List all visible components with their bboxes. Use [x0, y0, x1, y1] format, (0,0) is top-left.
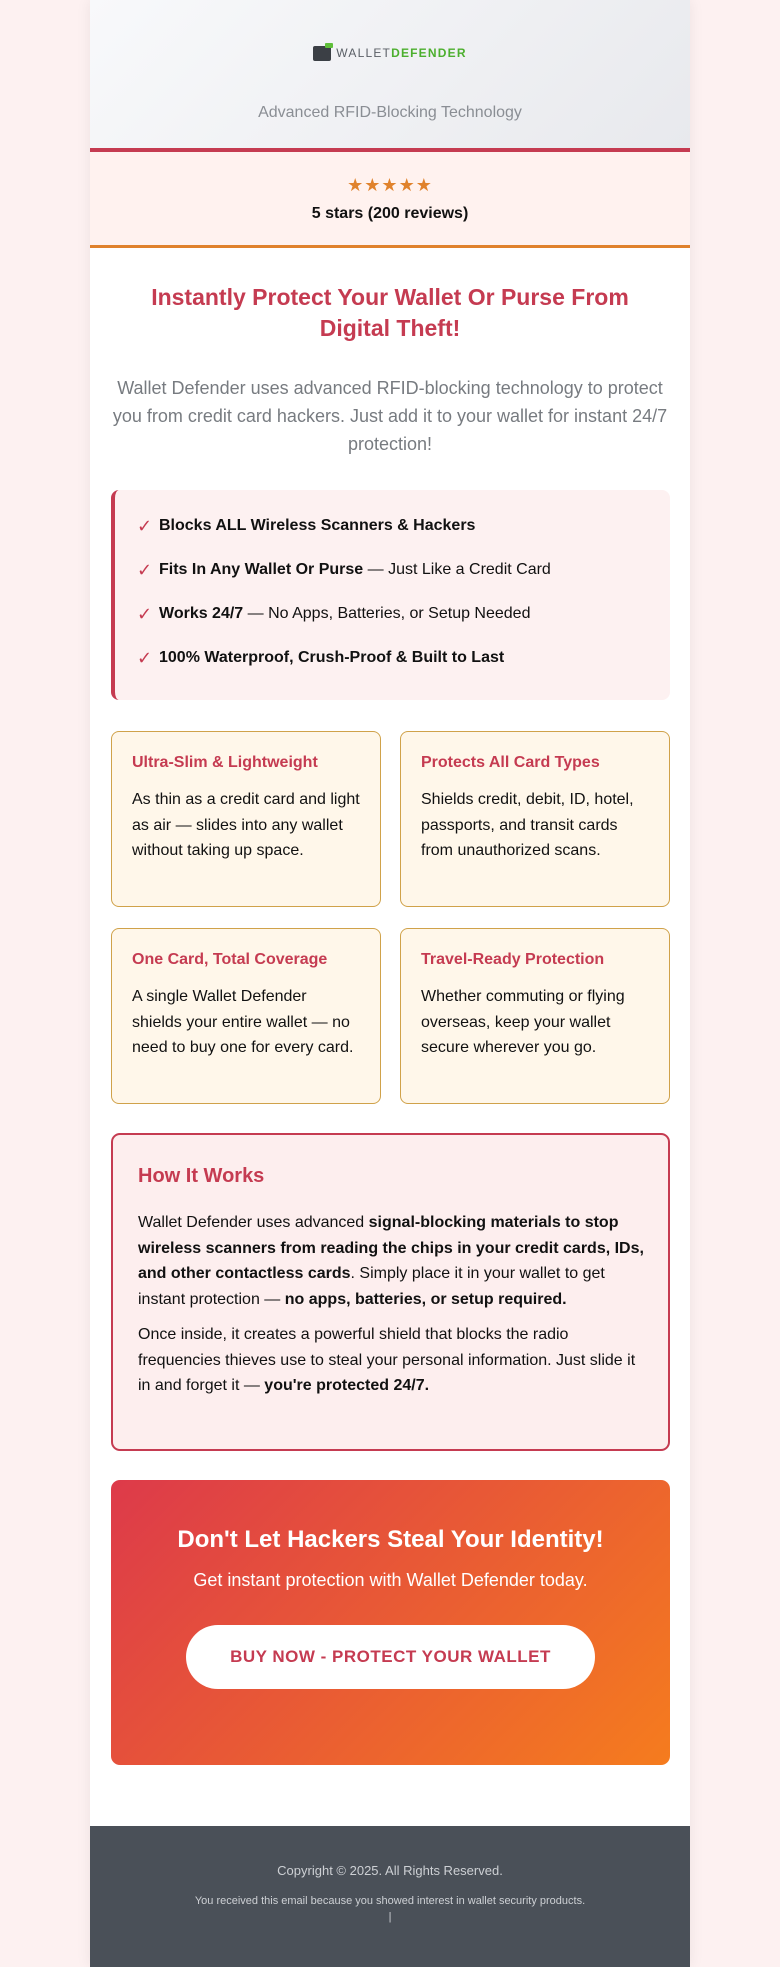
wallet-icon — [313, 46, 331, 61]
feature-title: Travel-Ready Protection — [421, 951, 605, 968]
cta-subtitle: Get instant protection with Wallet Defender today. — [193, 1570, 588, 1590]
checkmark-icon: ✓ — [137, 647, 153, 668]
text-bold: you're protected 24/7. — [264, 1377, 430, 1394]
headline: Instantly Protect Your Wallet Or Purse From Digital Theft! — [151, 284, 629, 341]
cta-section — [111, 1480, 670, 1765]
tagline: Advanced RFID-Blocking Technology — [258, 103, 522, 121]
feature-card-coverage — [111, 928, 381, 1104]
footer-divider: | — [388, 1911, 392, 1923]
benefit-bold: Works 24/7 — [159, 605, 244, 622]
benefit-item — [137, 516, 670, 536]
footer — [90, 1826, 690, 1967]
benefit-rest: — Just Like a Credit Card — [363, 561, 551, 578]
header — [90, 0, 690, 152]
feature-title: Ultra-Slim & Lightweight — [132, 754, 318, 771]
checkmark-icon: ✓ — [137, 515, 153, 536]
how-it-works-title: How It Works — [138, 1165, 265, 1187]
feature-title: Protects All Card Types — [421, 754, 600, 771]
how-it-works-section — [111, 1133, 670, 1451]
text-span: Wallet Defender uses advanced — [138, 1214, 369, 1231]
benefit-rest: — No Apps, Batteries, or Setup Needed — [243, 605, 531, 622]
benefit-bold: Fits In Any Wallet Or Purse — [159, 561, 364, 578]
feature-card-card-types — [400, 731, 670, 907]
checkmark-icon: ✓ — [137, 603, 153, 624]
email-container — [90, 0, 690, 1967]
feature-text: Whether commuting or flying overseas, keep your wallet secure wherever you go. — [421, 988, 625, 1056]
benefits-list — [111, 490, 670, 700]
benefit-bold: 100% Waterproof, Crush-Proof & Built to Last — [159, 649, 505, 666]
copyright-text: Copyright © 2025. All Rights Reserved. — [277, 1863, 503, 1878]
how-it-works-paragraph-1 — [138, 1210, 644, 1312]
feature-text: As thin as a credit card and light as air — slides into any wallet without taking up space. — [132, 791, 360, 859]
feature-text: A single Wallet Defender shields your entire wallet — no need to buy one for every card. — [132, 988, 354, 1056]
text-span: . Simply place it in your wallet to get instant protection — — [138, 1265, 605, 1308]
benefit-item — [137, 648, 670, 668]
feature-card-travel — [400, 928, 670, 1104]
intro-text: Wallet Defender uses advanced RFID-blocking technology to protect you from credit card hackers. Just add it to your wallet for instant 24/7 protection! — [112, 378, 668, 454]
rating-text: 5 stars (200 reviews) — [311, 205, 469, 222]
star-rating-icon: ★★★★★ — [347, 175, 433, 195]
text-span: Once inside, it creates a powerful shield that blocks the radio frequencies thieves use to steal your personal information. Just slide it in and forget it — — [138, 1326, 636, 1394]
benefit-item — [137, 604, 670, 624]
rating-section — [90, 152, 690, 248]
logo-text-wallet: WALLET — [336, 46, 392, 60]
text-bold: no apps, batteries, or setup required. — [284, 1290, 567, 1308]
how-it-works-paragraph-2 — [138, 1322, 644, 1399]
logo-text-defender: DEFENDER — [391, 46, 467, 60]
buy-now-button[interactable]: BUY NOW - PROTECT YOUR WALLET — [186, 1625, 595, 1689]
text-bold: signal-blocking materials to stop wireless scanners from reading the chips in your credit cards, IDs, and other contactless cards — [138, 1214, 644, 1282]
feature-title: One Card, Total Coverage — [132, 951, 328, 968]
cta-title: Don't Let Hackers Steal Your Identity! — [177, 1526, 604, 1553]
email-reason-text: You received this email because you showed interest in wallet security products. — [194, 1895, 586, 1907]
benefit-item — [137, 560, 670, 580]
feature-card-slim — [111, 731, 381, 907]
benefit-bold: Blocks ALL Wireless Scanners & Hackers — [159, 517, 476, 534]
checkmark-icon: ✓ — [137, 559, 153, 580]
logo — [313, 43, 466, 63]
feature-text: Shields credit, debit, ID, hotel, passports, and transit cards from unauthorized scans. — [421, 791, 634, 859]
